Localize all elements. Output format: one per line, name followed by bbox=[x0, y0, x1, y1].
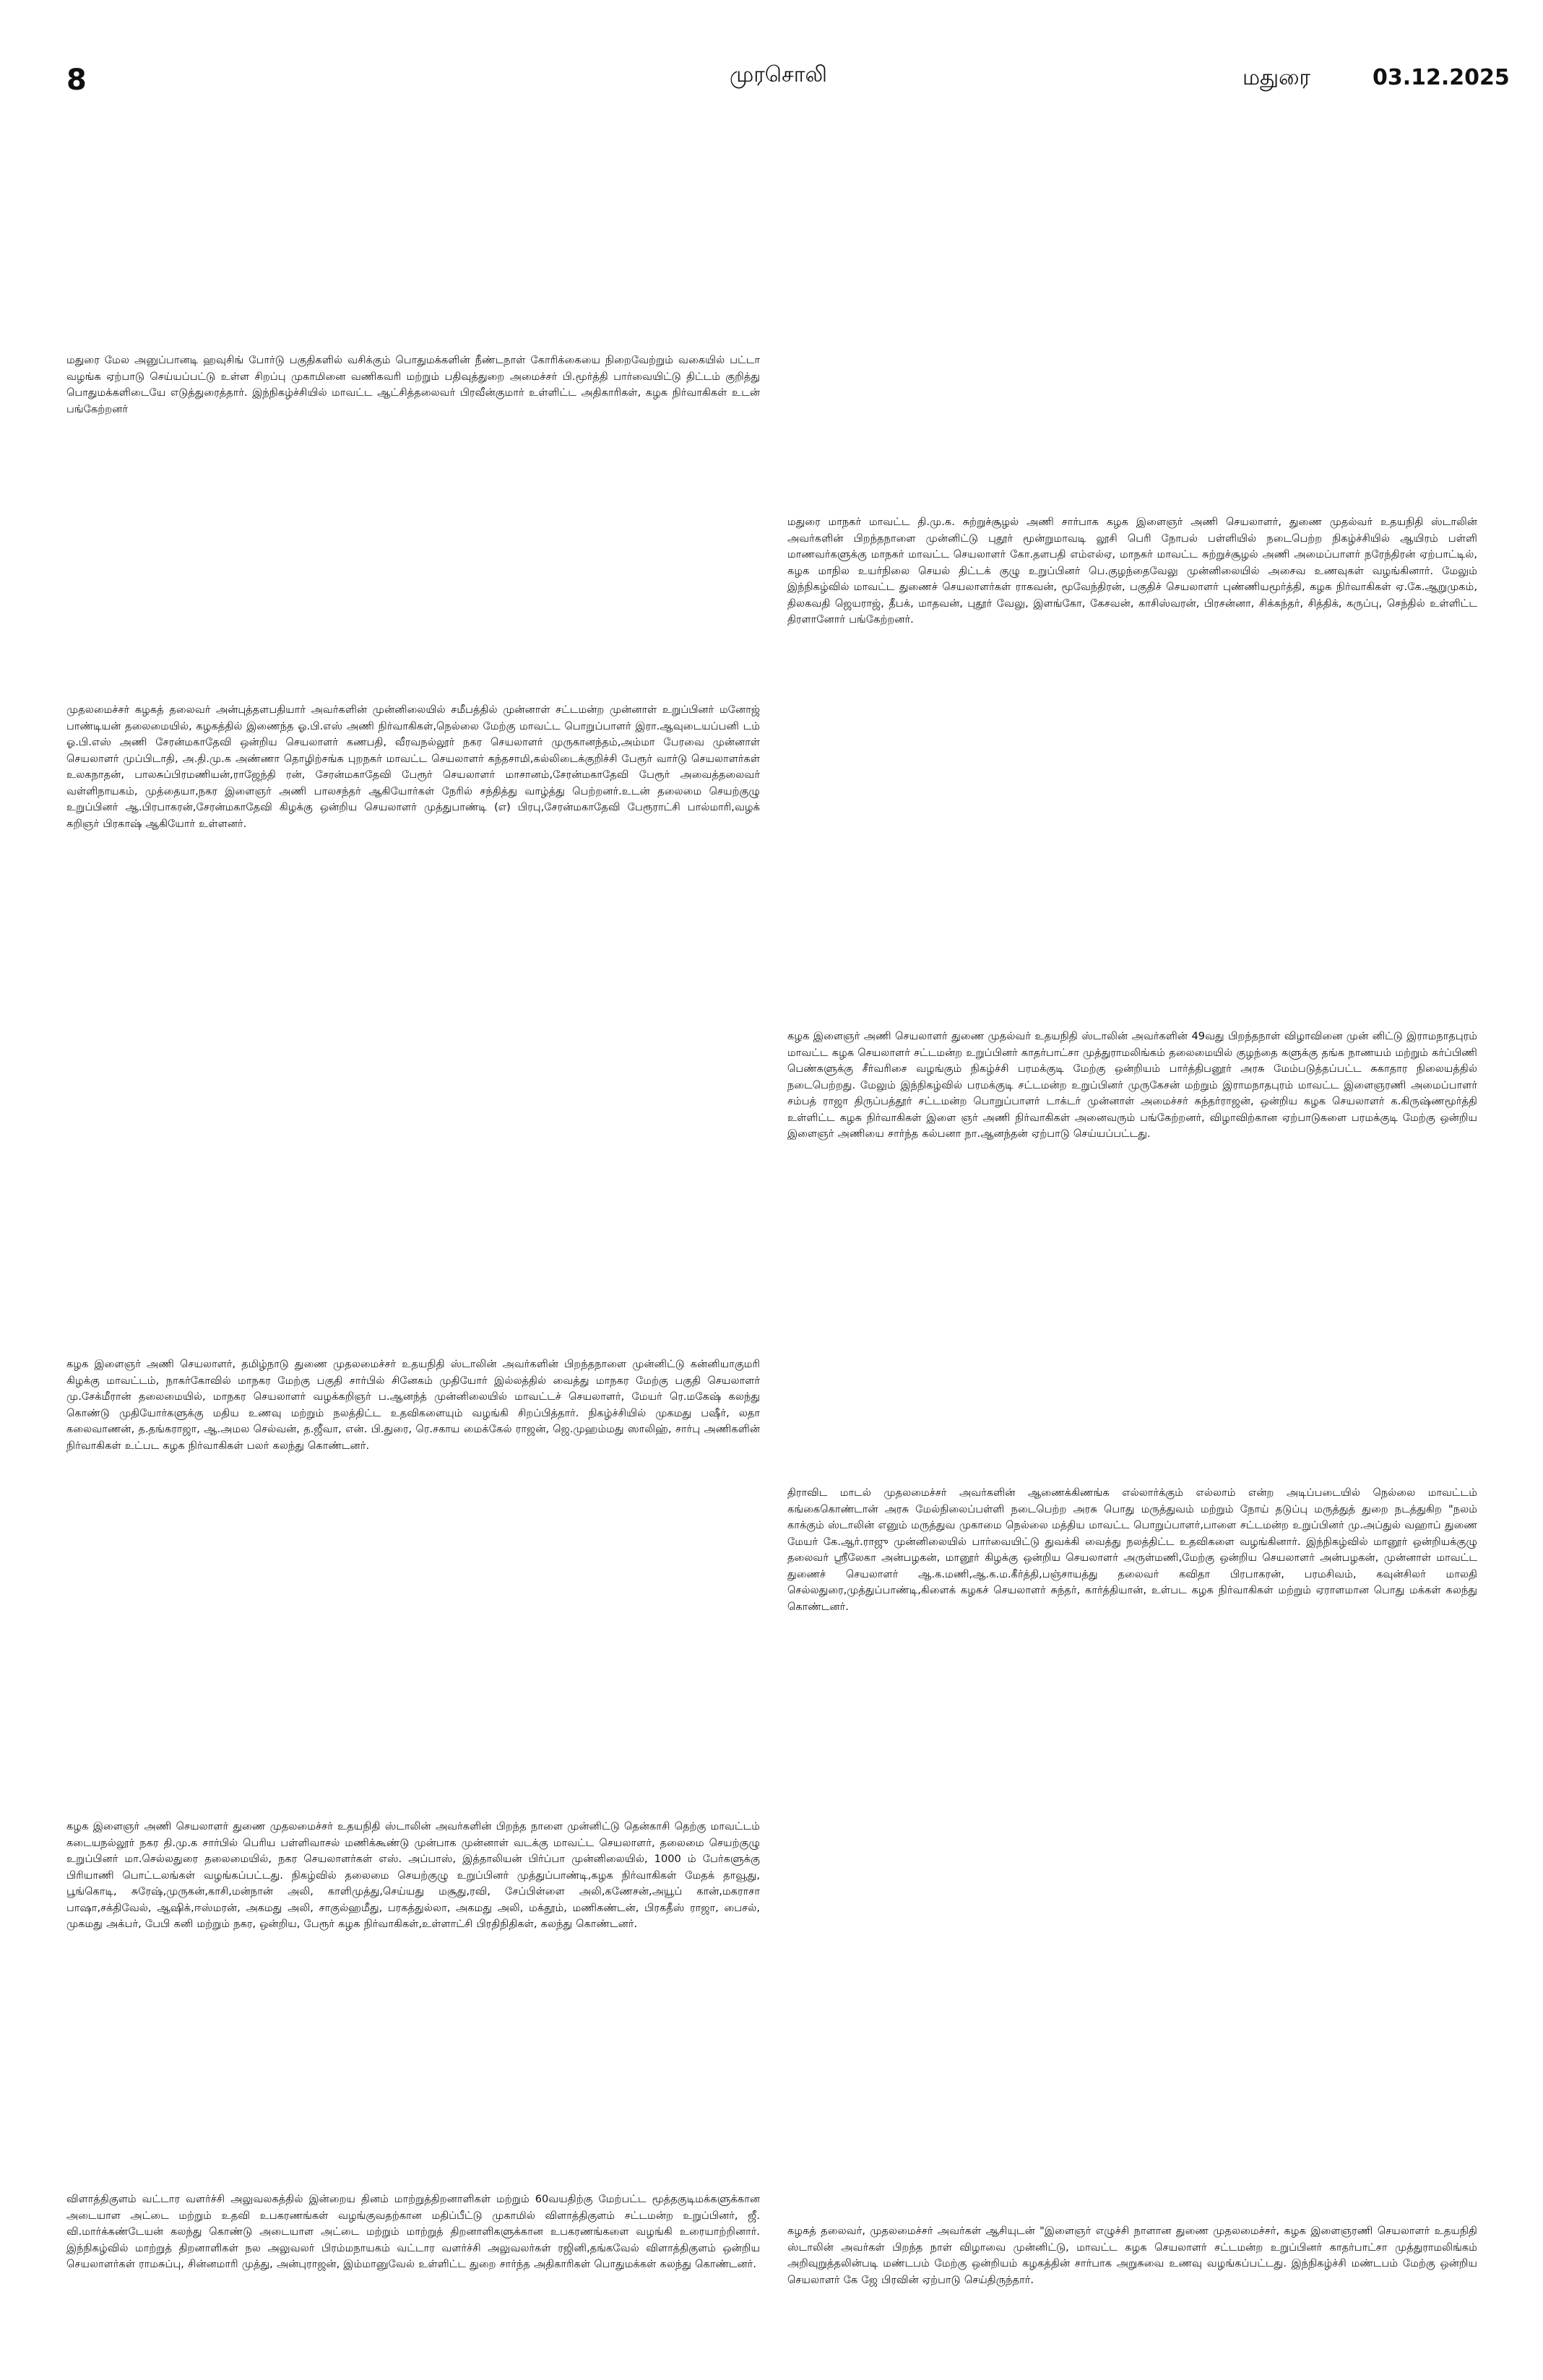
photo-caption-3: முதலமைச்சர் கழகத் தலைவர் அன்புத்தளபதியார் அவர்களின் முன்னிலையில் சமீபத்தில் முன்னாள் சட்டமன்ற முன்னாள் உறுப்பினர் மனோஜ் பாண்டியன் தலைமையில், கழகத்தில் இணைந்த ஓ.பி.எஸ் அணி நிர்வாகிகள்,நெல்லை மேற்கு மாவட்ட பொறுப்பாளர் இரா.ஆவுடையப்பனி டம் ஓ.பி.எஸ் அணி சேரன்மகாதேவி ஒன்றிய செயலாளர் கணபதி, வீரவநல்லூர் நகர செயலாளர் முருகானந்தம்,அம்மா பேரவை முன்னாள் செயலாளர் முப்பிடாதி, அ.தி.மு.க அண்ணா தொழிற்சங்க புறநகர் மாவட்ட செயலாளர் கந்தசாமி,கல்லிடைக்குறிச்சி பேரூர் வார்டு செயலாளர்கள் உலகநாதன், பாலசுப்பிரமணியன்,ராஜேந்தி ரன், சேரன்மகாதேவி பேரூர் செயலாளர் மாசானம்,சேரன்மகாதேவி பேரூர் அவைத்தலைவர் வள்ளிநாயகம், முத்தையா,நகர இளைஞர் அணி பாலசந்தர் ஆகியோர்கள் நேரில் சந்தித்து வாழ்த்து பெற்றனர்.உடன் தலைமை செயற்குழு உறுப்பினர் ஆ.பிரபாகரன்,சேரன்மகாதேவி கிழக்கு ஒன்றிய செயலாளர் முத்துபாண்டி (எ) பிரபு,சேரன்மகாதேவி பேரூராட்சி பால்மாரி,வழக் கறிஞர் பிரகாஷ் ஆகியோர் உள்ளனர். bbox=[66, 704, 760, 830]
photo-caption-8: விளாத்திகுளம் வட்டார வளர்ச்சி அலுவலகத்தில் இன்றைய தினம் மாற்றுத்திறனாளிகள் மற்றும் 60வயதிற்கு மேற்பட்ட மூத்தகுடிமக்களுக்கான அடையாள அட்டை மற்றும் உதவி உபகரணங்கள் வழங்குவதற்கான மதிப்பீட்டு முகாமில் விளாத்திகுளம் சட்டமன்ற உறுப்பினர், ஜீ. வி.மார்க்கண்டேயன் கலந்து கொண்டு அடையாள அட்டை மற்றும் மாற்றுத் திறனாளிகளுக்கான உபகரணங்களை வழங்கி உரையாற்றினார். இந்நிகழ்வில் மாற்றுத் திறனாளிகள் நல அலுவலர் பிரம்மநாயகம் வட்டார வளர்ச்சி அலுவலர்கள் ரஜினி,தங்கவேல் விளாத்திகுளம் ஒன்றிய செயலாளர்கள் ராமசுப்பு, சின்னமாரி முத்து, அன்புராஜன், இம்மானுவேல் உள்ளிட்ட துறை சார்ந்த அதிகாரிகள் பொதுமக்கள் கலந்து கொண்டனர். bbox=[66, 2193, 760, 2270]
photo-caption-6: திராவிட மாடல் முதலமைச்சர் அவர்களின் ஆணைக்கிணங்க எல்லார்க்கும் எல்லாம் என்ற அடிப்படையில் நெல்லை மாவட்டம் கங்கைகொண்டான் அரசு மேல்நிலைப்பள்ளி நடைபெற்ற அரசு பொது மருத்துவம் மற்றும் நோய் தடுப்பு மருத்துத் துறை நடத்துகிற "நலம் காக்கும் ஸ்டாலின் எனும் மருத்துவ முகாமை நெல்லை மத்திய மாவட்ட பொறுப்பாளர்,பாளை சட்டமன்ற உறுப்பினர் மு.அப்துல் வஹாப் துணை மேயர் கே.ஆர்.ராஜு முன்னிலையில் பார்வையிட்டு துவக்கி வைத்து நலத்திட்ட உதவிகளை வழங்கினார். இந்நிகழ்வில் மானூர் ஒன்றியக்குழு தலைவர் ஸ்ரீலேகா அன்பழகன், மானூர் கிழக்கு ஒன்றிய செயலாளர் அருள்மணி,மேற்கு ஒன்றிய செயலாளர் அன்பழகன், முன்னாள் மாவட்ட துணைச் செயலாளர் ஆ.க.மணி,ஆ.க.ம.கீர்த்தி,பஞ்சாயத்து தலைவர் கவிதா பிரபாகரன், பரமசிவம், கவுன்சிலர் மாலதி செல்லதுரை,முத்துப்பாண்டி,கிளைக் கழகச் செயலாளர் சுந்தர், கார்த்தியான், உள்பட கழக நிர்வாகிகள் மற்றும் ஏராளமான பொது மக்கள் கலந்து கொண்டனர். bbox=[787, 1487, 1477, 1613]
page-number: 8 bbox=[66, 64, 87, 97]
photo-caption-7: கழக இளைஞர் அணி செயலாளர் துணை முதலமைச்சர் உதயநிதி ஸ்டாலின் அவர்களின் பிறந்த நாளை முன்னிட்டு தென்காசி தெற்கு மாவட்டம் கடையநல்லூர் நகர தி.மு.க சார்பில் பெரிய பள்ளிவாசல் மணிக்கூண்டு முன்பாக முன்னாள் வடக்கு மாவட்ட செயலாளர், தலைமை செயற்குழு உறுப்பினர் மா.செல்லதுரை தலைமையில், நகர செயலாளர்கள் எஸ். அப்பாஸ், இத்தாலியன் பிர்ப்பா முன்னிலையில், 1000 ம் பேர்களுக்கு பிரியாணி பொட்டலங்கள் வழங்கப்பட்டது. நிகழ்வில் தலைமை செயற்குழு உறுப்பினர் முத்துப்பாண்டி,கழக நிர்வாகிகள் மேதக் தாவூது, பூங்கொடி, சுரேஷ்,முருகன்,காசி,மன்நான் அலி, காளிமுத்து,செய்யது மசூது,ரவி, சேப்பிள்ளை அலி,கணேசன்,அயூப் கான்,மகராசா பாஷா,சக்திவேல், ஆஷிக்,ஈஸ்மரன், அகமது அலி, சாகுல்ஹமீது, பரகத்துல்லா, அகமது அலி, மக்தூம், மணிகண்டன், பிரகதீஸ் ராஜா, பைசல், முகமது அக்பர், பேபி கனி மற்றும் நகர, ஒன்றிய, பேரூர் கழக நிர்வாகிகள்,உள்ளாட்சி பிரதிநிதிகள், கலந்து கொண்டனர். bbox=[66, 1820, 760, 1930]
photo-caption-1: மதுரை மேல அனுப்பானடி ஹவுசிங் போர்டு பகுதிகளில் வசிக்கும் பொதுமக்களின் நீண்டநாள் கோரிக்கையை நிறைவேற்றும் வகையில் பட்டா வழங்க ஏற்பாடு செய்யப்பட்டு உள்ள சிறப்பு முகாமினை வணிகவரி மற்றும் பதிவுத்துறை அமைச்சர் பி.மூர்த்தி பார்வையிட்டு திட்டம் குறித்து பொதுமக்களிடையே எடுத்துரைத்தார். இந்நிகழ்ச்சியில் மாவட்ட ஆட்சித்தலைவர் பிரவீன்குமார் உள்ளிட்ட அதிகாரிகள், கழக நிர்வாகிகள் உடன் பங்கேற்றனர் bbox=[66, 354, 760, 415]
edition-name: மதுரை bbox=[1242, 65, 1311, 90]
photo-caption-5: கழக இளைஞர் அணி செயலாளர், தமிழ்நாடு துணை முதலமைச்சர் உதயநிதி ஸ்டாலின் அவர்களின் பிறந்தநாளை முன்னிட்டு கன்னியாகுமரி கிழக்கு மாவட்டம், நாகர்கோவில் மாநகர மேற்கு பகுதி சார்பில் சினேகம் முதியோர் இல்லத்தில் வைத்து மாநகர மேற்கு பகுதி செயலாளர் மு.சேக்மீரான் தலைமையில், மாநகர செயலாளர் வழக்கறிஞர் ப.ஆனந்த் முன்னிலையில் மாவட்டச் செயலாளர், மேயர் ரெ.மகேஷ் கலந்து கொண்டு முதியோர்களுக்கு மதிய உணவு மற்றும் நலத்திட்ட உதவிகளையும் வழங்கி சிறப்பித்தார். நிகழ்ச்சியில் முகமது பஷீர், லதா கலைவாணன், த.தங்கராஜா, ஆ.அமல செல்வன், த.ஜீவா, என். பி.துரை, ரெ.சகாய மைக்கேல் ராஜன், ஜெ.முஹம்மது ஸாலிஹ், சார்பு அணிகளின் நிர்வாகிகள் உட்பட கழக நிர்வாகிகள் பலர் கலந்து கொண்டனர். bbox=[66, 1358, 760, 1452]
photo-caption-2: மதுரை மாநகர் மாவட்ட தி.மு.க. சுற்றுச்சூழல் அணி சார்பாக கழக இளைஞர் அணி செயலாளர், துணை முதல்வர் உதயநிதி ஸ்டாலின் அவர்களின் பிறந்தநாளை முன்னிட்டு புதூர் மூன்றுமாவடி லூசி பெரி நோபல் பள்ளியில் நடைபெற்ற நிகழ்ச்சியில் ஆயிரம் பள்ளி மாணவர்களுக்கு மாநகர் மாவட்ட செயலாளர் கோ.தளபதி எம்எல்ஏ, மாநகர் மாவட்ட சுற்றுச்சூழல் அணி அமைப்பாளர் நரேந்திரன் ஏற்பாட்டில், கழக மாநில உயர்நிலை செயல் திட்டக் குழு உறுப்பினர் பெ.குழந்தைவேலு முன்னிலையில் அசைவ உணவுகள் வழங்கினார். மேலும் இந்நிகழ்வில் மாவட்ட துணைச் செயலாளர்கள் ராகவன், மூவேந்திரன், பகுதிச் செயலாளர் புண்ணியமூர்த்தி, கழக நிர்வாகிகள் ஏ.கே.ஆறுமுகம், திலகவதி ஜெயராஜ், தீபக், மாதவன், புதூர் வேலு, இளங்கோ, கேசவன், காசிஸ்வரன், பிரசன்னா, சிக்கந்தர், சித்திக், கருப்பு, செந்தில் உள்ளிட்ட திரளானோர் பங்கேற்றனர். bbox=[787, 516, 1478, 626]
photo-caption-4: கழக இளைஞர் அணி செயலாளர் துணை முதல்வர் உதயநிதி ஸ்டாலின் அவர்களின் 49வது பிறந்தநாள் விழாவினை முன் னிட்டு இராமநாதபுரம் மாவட்ட கழக செயலாளர் சட்டமன்ற உறுப்பினர் காதர்பாட்சா முத்துராமலிங்கம் தலைமையில் குழந்தை களுக்கு தங்க நாணயம் மற்றும் கர்ப்பிணி பெண்களுக்கு சீர்வரிசை வழங்கும் நிகழ்ச்சி பரமக்குடி மேற்கு ஒன்றியம் பார்த்திபனூர் அரசு மேம்படுத்தப்பட்ட சுகாதார நிலையத்தில் நடைபெற்றது. மேலும் இந்நிகழ்வில் பரமக்குடி சட்டமன்ற உறுப்பினர் முருகேசன் மற்றும் இராமநாதபுரம் மாவட்ட இளைஞரணி அமைப்பாளர் சம்பத் ராஜா திருப்பத்தூர் சட்டமன்ற பொறுப்பாளர் டாக்டர் முன்னாள் அமைச்சர் சுந்தர்ராஜன், ஒன்றிய கழக செயலாளர் க.கிருஷ்ணமூர்த்தி உள்ளிட்ட கழக நிர்வாகிகள் இளை ஞர் அணி நிர்வாகிகள் அனைவரும் பங்கேற்றனர், விழாவிற்கான ஏற்பாடுகளை பரமக்குடி மேற்கு ஒன்றிய இளைஞர் அணியை சார்ந்த கல்பனா நா.ஆனந்தன் ஏற்பாடு செய்யப்பட்டது. bbox=[787, 1030, 1477, 1140]
masthead-title: முரசொலி bbox=[730, 62, 827, 87]
issue-date: 03.12.2025 bbox=[1373, 65, 1510, 90]
photo-caption-9: கழகத் தலைவர், முதலமைச்சர் அவர்கள் ஆசியுடன் "இளைஞர் எழுச்சி நாளான துணை முதலமைச்சர், கழக இளைஞரணி செயலாளர் உதயநிதி ஸ்டாலின் அவர்கள் பிறந்த நாள் விழாவை முன்னிட்டு, மாவட்ட கழக செயலாளர் சட்டமன்ற உறுப்பினர் காதர்பாட்சா முத்துராமலிங்கம் அறிவுறுத்தலின்படி மண்டபம் மேற்கு ஒன்றியம் கழகத்தின் சார்பாக அறுசுவை உணவு வழங்கப்பட்டது. இந்நிகழ்ச்சி மண்டபம் மேற்கு ஒன்றிய செயலாளர் கே ஜே பிரவின் ஏற்பாடு செய்திருந்தார். bbox=[787, 2225, 1477, 2286]
